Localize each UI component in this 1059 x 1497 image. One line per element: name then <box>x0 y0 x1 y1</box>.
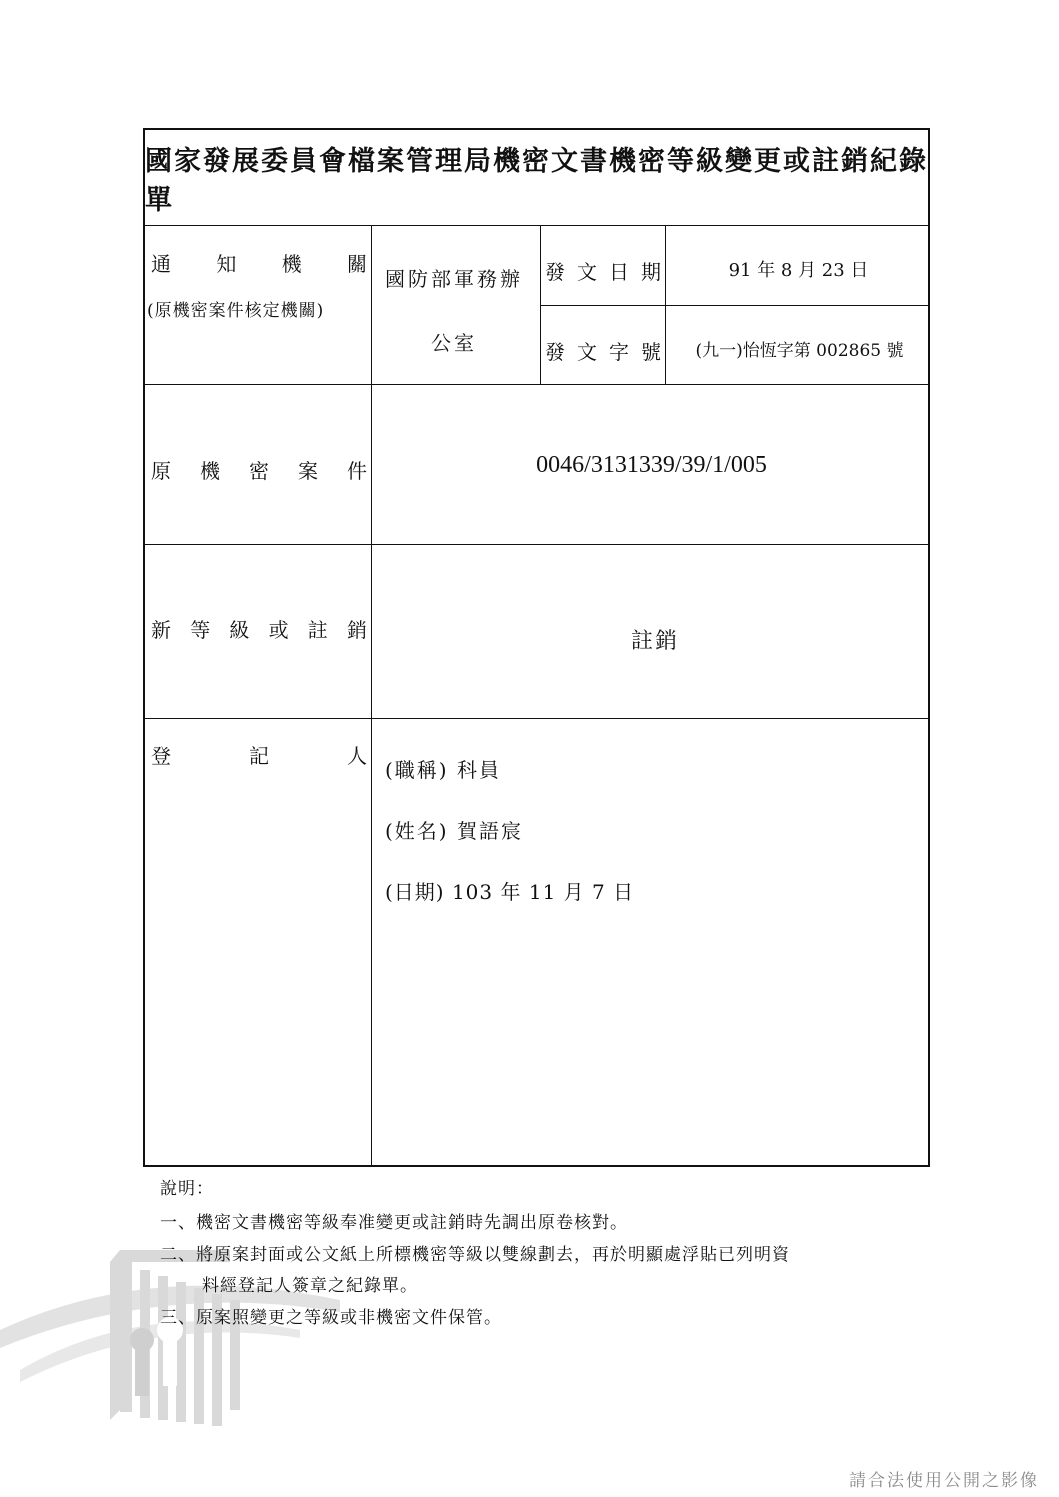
agency-column-divider <box>540 226 541 384</box>
issue-number-value: (九一)怡恆字第 002865 號 <box>695 341 904 361</box>
new-level-value: 註銷 <box>630 629 679 654</box>
row-divider-1 <box>145 384 930 385</box>
notify-agency-sublabel: (原機密案件核定機關) <box>147 301 325 321</box>
new-level-label: 新 等 級 或 註 銷 <box>151 618 367 642</box>
row-divider-3 <box>145 718 930 719</box>
note-item-2-line-1: 二、將原案封面或公文紙上所標機密等級以雙線劃去，再於明顯處浮貼已列明資 <box>160 1245 790 1265</box>
issue-date-value: 91 年 8 月 23 日 <box>728 260 869 281</box>
title-divider <box>145 225 930 226</box>
record-form <box>143 128 930 1167</box>
issue-number-label: 發 文 字 號 <box>545 340 661 364</box>
issue-label-divider <box>665 226 666 384</box>
registrar-name: (姓名) 賀語宸 <box>385 819 523 843</box>
footer-notice: 請合法使用公開之影像 <box>849 1471 1039 1491</box>
issue-date-label: 發 文 日 期 <box>545 260 661 284</box>
note-item-3: 三、原案照變更之等級或非機密文件保管。 <box>160 1308 502 1328</box>
notes-heading: 說明： <box>160 1179 214 1199</box>
form-title: 國家發展委員會檔案管理局機密文書機密等級變更或註銷紀錄單 <box>145 146 928 216</box>
label-column-divider <box>371 226 372 1167</box>
original-case-label: 原 機 密 案 件 <box>151 459 367 483</box>
notify-agency-value-line2: 公室 <box>431 331 477 355</box>
notify-agency-value-line1: 國防部軍務辦 <box>385 267 523 291</box>
note-item-1: 一、機密文書機密等級奉准變更或註銷時先調出原卷核對。 <box>160 1213 628 1233</box>
registrar-title: (職稱) 科員 <box>385 758 501 782</box>
registrar-label: 登 記 人 <box>151 744 367 768</box>
registrar-date: (日期) 103 年 11 月 7 日 <box>385 880 635 904</box>
note-item-2-line-2: 料經登記人簽章之紀錄單。 <box>202 1276 418 1296</box>
issue-divider <box>540 305 930 306</box>
notify-agency-label: 通 知 機 關 <box>151 252 367 276</box>
original-case-value: 0046/3131339/39/1/005 <box>536 452 767 478</box>
row-divider-2 <box>145 544 930 545</box>
